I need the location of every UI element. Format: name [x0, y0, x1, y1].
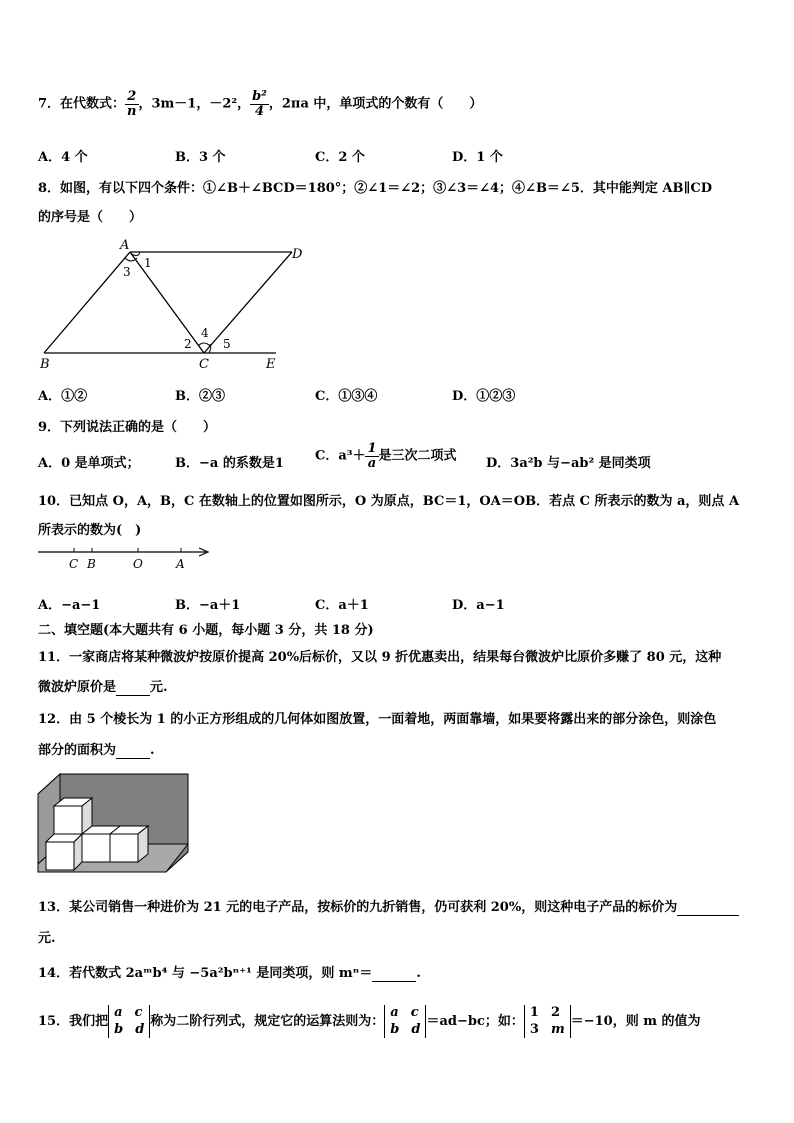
q8-label-e: E	[266, 357, 276, 372]
q10-axis-label-o: O	[133, 557, 143, 571]
q15-mid2: ＝ad−bc；如：	[426, 1014, 524, 1029]
q10-axis-label-a: A	[176, 557, 185, 571]
q9-option-c-post: 是三次二项式	[378, 448, 457, 464]
q13-line1-text: 13．某公司销售一种进价为 21 元的电子产品，按标价的九折销售，仍可获利 20%，则这种电子产品的标价为	[38, 900, 678, 915]
q8-label-b: B	[40, 357, 50, 372]
q12-cube-figure	[38, 772, 192, 876]
q9-option-c-fraction: $\frac{1}{a}$	[367, 441, 377, 471]
q8-option-b[interactable]: B．②③	[175, 389, 225, 404]
q7-stem	[38, 90, 482, 118]
q14-answer-blank[interactable]	[372, 966, 416, 982]
q15-mid1: 称为二阶行列式，规定它的运算法则为：	[150, 1014, 385, 1029]
q8-angle-4: 4	[201, 326, 209, 340]
section-2-heading: 二、填空题(本大题共有 6 小题，每小题 3 分，共 18 分)	[38, 623, 374, 638]
q15-determinant-3: 1 2 3 m	[524, 1005, 571, 1038]
q9-stem: 9．下列说法正确的是（ ）	[38, 420, 217, 435]
q9-option-d[interactable]: D．3a²b 与−ab² 是同类项	[486, 456, 651, 471]
q15-stem	[38, 1001, 701, 1043]
q12-stem-line1: 12．由 5 个棱长为 1 的小正方形组成的几何体如图放置，一面着地，两面靠墙，如果要将露出来的部分涂色，则涂色	[38, 712, 717, 727]
q7-fraction-2: $\frac{\text{b²}}{4}$	[252, 89, 267, 119]
q9-option-c[interactable]	[315, 442, 457, 470]
q7-prefix: 7．在代数式：	[38, 96, 126, 112]
q13-answer-blank[interactable]	[677, 900, 739, 916]
q8-stem-line2: 的序号是（ ）	[38, 210, 143, 225]
q14-stem	[38, 962, 421, 982]
q10-option-d[interactable]: D．a−1	[452, 598, 505, 613]
q13-stem-line2: 元.	[38, 931, 56, 946]
q7-option-d[interactable]: D．1 个	[452, 150, 503, 165]
q10-number-line	[36, 542, 216, 574]
q10-option-a[interactable]: A．−a−1	[38, 598, 101, 613]
q11-stem-line2	[38, 676, 168, 696]
q12-line2-pre: 部分的面积为	[38, 743, 117, 758]
q7-fraction-1: $\frac{2}{n}$	[127, 89, 137, 119]
q15-post: ＝−10，则 m 的值为	[570, 1014, 701, 1029]
q10-stem-line1: 10．已知点 O，A，B，C 在数轴上的位置如图所示，O 为原点，BC＝1，OA＝OB．若点 C 所表示的数为 a，则点 A	[38, 494, 740, 509]
q9-option-b[interactable]: B．−a 的系数是1	[175, 456, 284, 471]
q9-option-a[interactable]: A．0 是单项式；	[38, 456, 140, 471]
q14-post: .	[416, 966, 421, 981]
q7-option-c[interactable]: C．2 个	[315, 150, 365, 165]
q8-option-a[interactable]: A．①②	[38, 389, 88, 404]
q8-angle-5: 5	[223, 337, 231, 351]
q7-option-a[interactable]: A．4 个	[38, 150, 88, 165]
q11-line2-post: 元.	[150, 680, 168, 695]
q10-axis-label-c: C	[69, 557, 79, 571]
q10-option-c[interactable]: C．a＋1	[315, 598, 369, 613]
q12-answer-blank[interactable]	[116, 743, 150, 759]
q8-label-c: C	[199, 357, 209, 372]
q14-pre: 14．若代数式 2aᵐb⁴ 与 −5a²bⁿ⁺¹ 是同类项，则 mⁿ＝	[38, 966, 373, 981]
q11-stem-line1: 11．一家商店将某种微波炉按原价提高 20%后标价，又以 9 折优惠卖出，结果每台微波炉比原价多赚了 80 元，这种	[38, 650, 722, 665]
q12-line2-post: .	[150, 743, 155, 758]
q8-angle-2: 2	[184, 337, 192, 351]
q15-determinant-1: a c b d	[108, 1005, 150, 1038]
q12-stem-line2	[38, 739, 155, 759]
q11-line2-pre: 微波炉原价是	[38, 680, 117, 695]
q8-label-a: A	[120, 238, 130, 253]
q8-angle-1: 1	[144, 256, 152, 270]
q15-pre: 15．我们把	[38, 1014, 109, 1029]
q7-mid: ，3m－1，－2²，	[138, 96, 251, 112]
q13-stem-line1	[38, 896, 739, 916]
q11-answer-blank[interactable]	[116, 680, 150, 696]
q8-option-d[interactable]: D．①②③	[452, 389, 516, 404]
q10-option-b[interactable]: B．−a＋1	[175, 598, 241, 613]
q8-label-d: D	[292, 247, 303, 262]
q8-option-c[interactable]: C．①③④	[315, 389, 378, 404]
q8-figure	[36, 236, 303, 372]
q10-stem-line2: 所表示的数为( )	[38, 523, 142, 538]
q15-determinant-2: a c b d	[384, 1005, 426, 1038]
q7-option-b[interactable]: B．3 个	[175, 150, 226, 165]
q10-axis-label-b: B	[87, 557, 96, 571]
q8-angle-3: 3	[123, 265, 131, 279]
q8-stem-line1: 8．如图，有以下四个条件：①∠B＋∠BCD＝180°；②∠1＝∠2；③∠3＝∠4；④∠B＝∠5．其中能判定 AB∥CD	[38, 181, 712, 196]
q9-option-c-pre: C．a³＋	[315, 448, 366, 464]
q7-suffix: ，2πa 中，单项式的个数有（ ）	[268, 96, 483, 112]
